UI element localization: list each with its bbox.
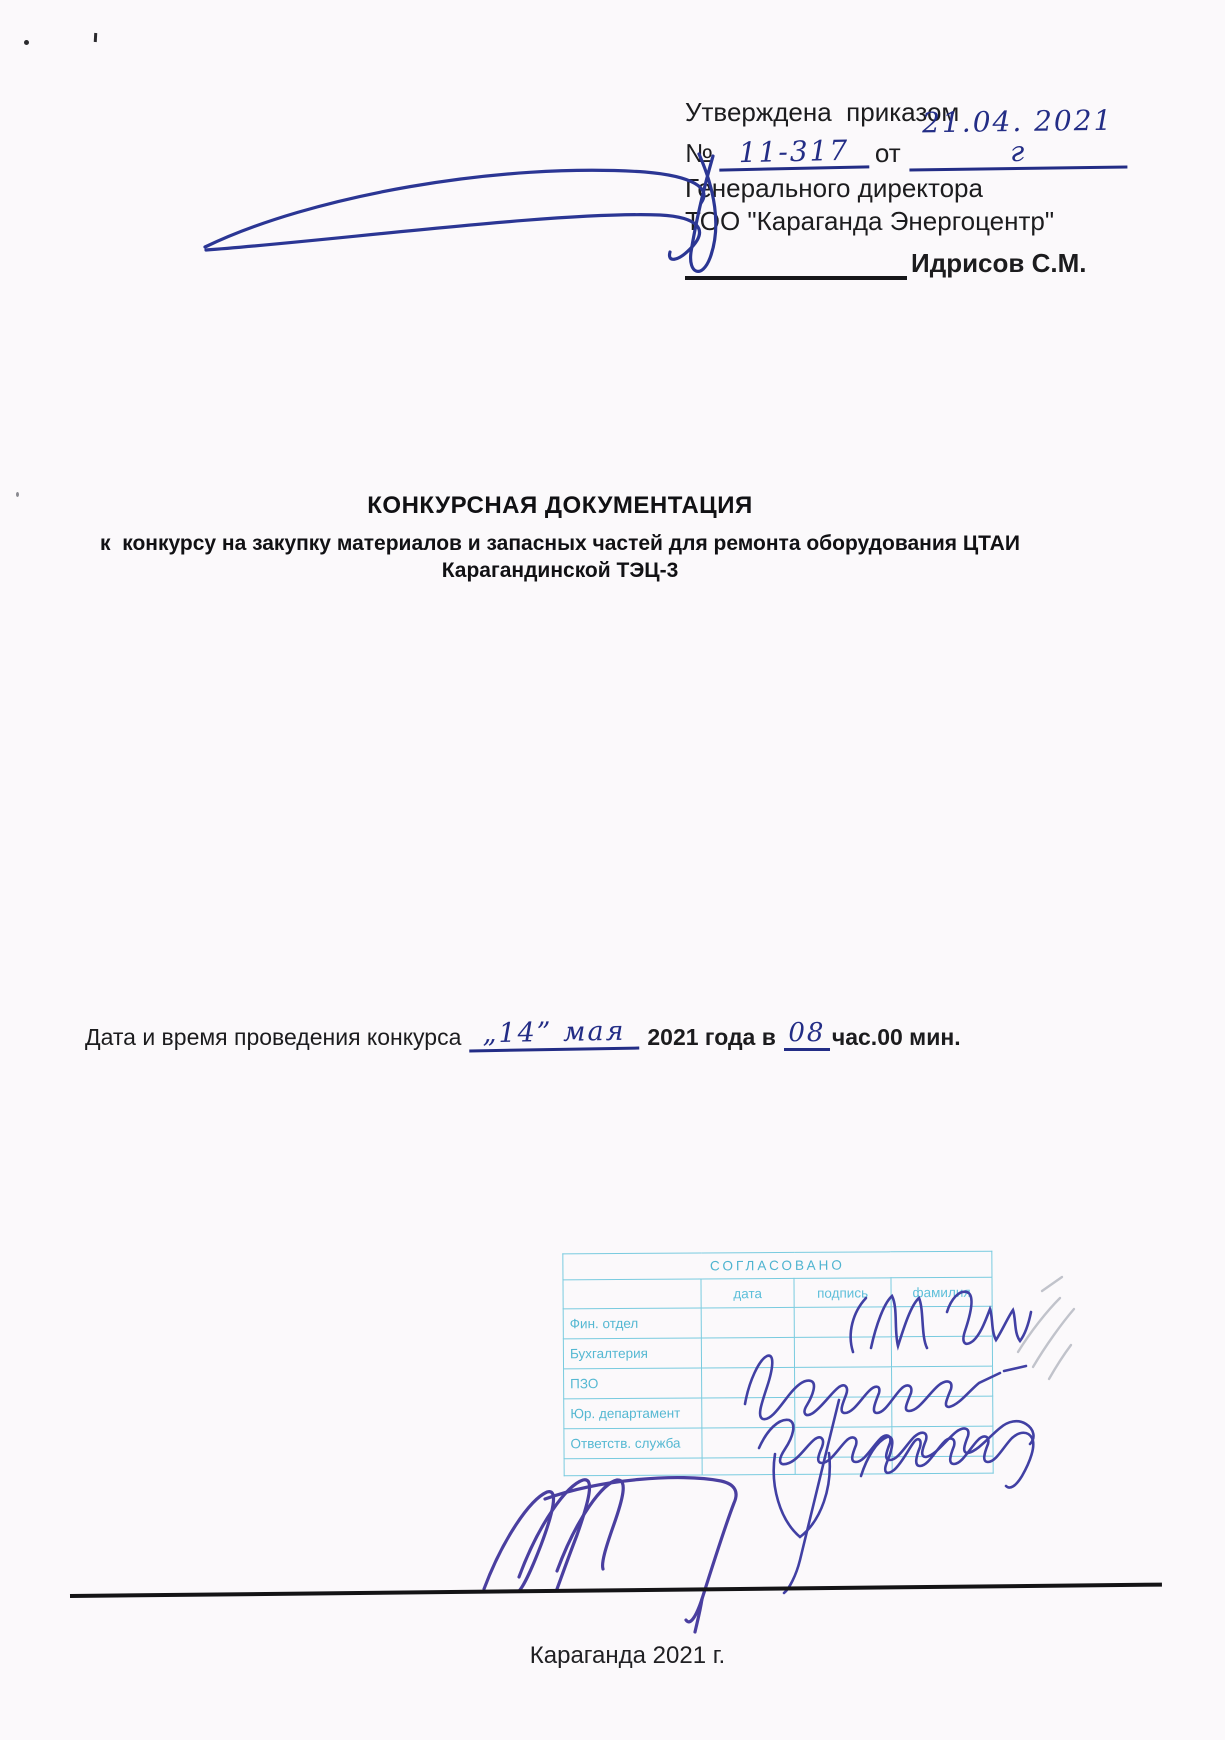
cell-empty [891, 1336, 992, 1367]
cell-empty [702, 1427, 795, 1458]
cell-empty [795, 1457, 892, 1475]
table-row [563, 1306, 992, 1339]
director-title-line: Генерального директора [685, 173, 983, 203]
director-signature [205, 154, 716, 271]
pencil-stroke [1049, 1345, 1071, 1379]
scan-artifact-dot [24, 40, 29, 45]
table-title-row [563, 1251, 992, 1280]
signature-stroke [545, 1478, 736, 1622]
day-month-handwritten: „14” мая [469, 1017, 640, 1053]
footer-city-year: Караганда 2021 г. [529, 1642, 726, 1669]
cell-empty [794, 1337, 891, 1368]
row-label: Юр. департамент [564, 1398, 702, 1429]
scan-artifact-tick [94, 33, 97, 42]
subtitle-line-2: Карагандинской ТЭЦ-3 [441, 559, 679, 582]
cell-empty [891, 1306, 992, 1337]
cell-empty [892, 1396, 993, 1427]
signature-stroke [557, 1480, 623, 1571]
pencil-stroke [1018, 1298, 1060, 1352]
signature-stroke [206, 215, 699, 260]
hour-handwritten: 08 [784, 1019, 830, 1051]
cell-empty [564, 1458, 702, 1476]
header-cell-date: дата [701, 1278, 794, 1308]
cell-empty [794, 1307, 891, 1338]
table-empty-row [564, 1456, 993, 1476]
header-cell-empty [563, 1279, 701, 1309]
row-label: Бухгалтерия [563, 1338, 701, 1369]
cell-empty [892, 1426, 993, 1457]
table-row [563, 1336, 992, 1369]
cell-empty [892, 1456, 993, 1474]
agreement-table [562, 1251, 993, 1477]
footer-rule [70, 1583, 1162, 1598]
company-line: ТОО "Караганда Энергоцентр" [685, 206, 1055, 236]
table-row [564, 1396, 993, 1429]
row-label: Ответств. служба [564, 1428, 702, 1459]
page-title: КОНКУРСНАЯ ДОКУМЕНТАЦИЯ [367, 492, 753, 519]
cell-empty [702, 1337, 795, 1368]
pencil-marks [1018, 1277, 1074, 1379]
header-cell-signature: подпись [794, 1278, 891, 1308]
approval-block [685, 96, 1165, 280]
cell-empty [702, 1367, 795, 1398]
row-label: Фин. отдел [563, 1308, 701, 1339]
tender-date-line [85, 1015, 961, 1051]
year-text: 2021 года в [647, 1024, 776, 1050]
signature-stroke [519, 1480, 590, 1589]
signature-stroke [1004, 1366, 1026, 1371]
cell-empty [795, 1397, 892, 1428]
row-label: ПЗО [564, 1368, 702, 1399]
table-title: СОГЛАСОВАНО [563, 1251, 992, 1280]
time-suffix: час.00 мин. [831, 1024, 961, 1050]
header-cell-surname: фамилия [891, 1277, 992, 1307]
cell-empty [892, 1366, 993, 1397]
cell-empty [795, 1427, 892, 1458]
approved-by-line: Утверждена приказом [685, 97, 960, 127]
bottom-signature [484, 1478, 736, 1632]
subtitle-line-1: к конкурсу на закупку материалов и запасных частей для ремонта оборудования ЦТАИ [100, 532, 1020, 555]
order-date-handwritten: 21.04. 2021 г [908, 105, 1127, 171]
table-row [564, 1366, 993, 1399]
from-label: от [874, 138, 901, 168]
signature-stroke [695, 1599, 702, 1632]
page-subtitle [0, 530, 1120, 584]
order-number-handwritten: 11-317 [719, 135, 870, 171]
table-header-row [563, 1277, 992, 1309]
table-row [564, 1426, 993, 1459]
date-line-prefix: Дата и время проведения конкурса [85, 1024, 462, 1050]
pencil-stroke [1033, 1309, 1074, 1367]
cell-empty [702, 1397, 795, 1428]
signer-name: Идрисов С.М. [911, 248, 1087, 278]
signature-stroke [484, 1492, 554, 1591]
cell-empty [702, 1457, 795, 1475]
signature-stroke [205, 170, 704, 247]
signer-line [685, 247, 1165, 280]
cell-empty [795, 1367, 892, 1398]
pencil-stroke [1042, 1277, 1062, 1291]
number-sign-label: № [685, 138, 713, 168]
signature-rule [685, 250, 907, 280]
cell-empty [701, 1307, 794, 1338]
